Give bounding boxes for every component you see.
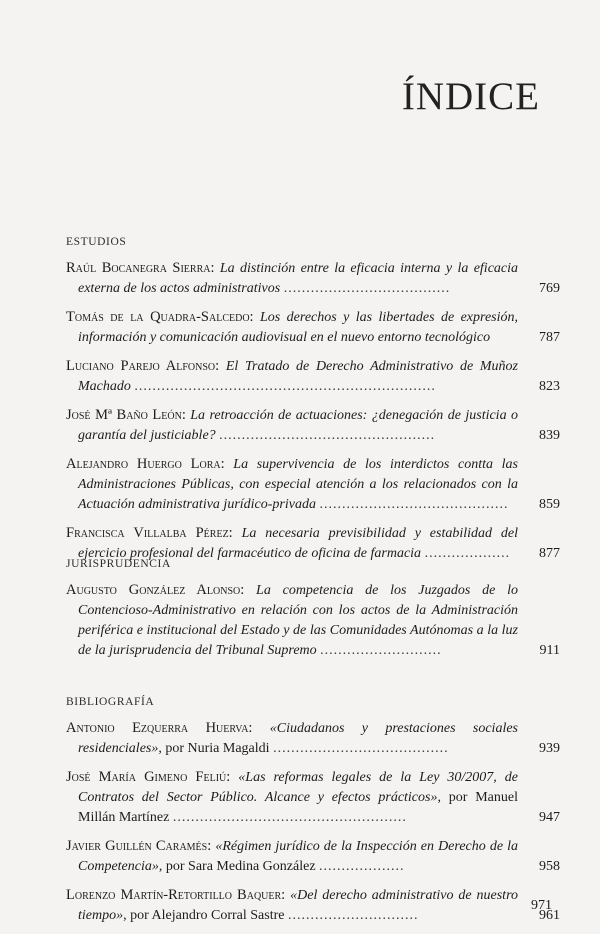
entry-author: Francisca Villalba Pérez: <box>66 525 233 541</box>
toc-entry <box>66 307 560 348</box>
entry-title: El Tratado de Derecho Administrativo de Muñoz Machado <box>78 359 518 394</box>
toc-entry: Francisca Villalba Pérez: La necesaria previsibilidad y estabilidad del ejercicio profesional del farmacéutico de oficina de farmacia ................... 877 <box>66 523 560 564</box>
page-title: ÍNDICE <box>401 75 540 118</box>
toc-entry: Javier Guillén Caramés: «Régimen jurídico de la Inspección en Derecho de la Competencia», por Sara Medina González ................... 958 <box>66 836 560 877</box>
section-bibliografia <box>66 696 560 934</box>
entry-title: La retroacción de actuaciones: ¿denegación de justicia o garantía del justiciable? <box>78 408 518 443</box>
entry-page: 961 <box>539 908 560 923</box>
entry-page: 859 <box>539 497 560 512</box>
toc-entry: Alejandro Huergo Lora: La supervivencia de los interdictos contta las Administraciones Públicas, con especial atención a los relacionados con la Actuación administrativa jurídico-privada .......................................... 859 <box>66 454 560 515</box>
section-heading: BIBLIOGRAFÍA <box>66 696 155 708</box>
entry-author: Luciano Parejo Alfonso: <box>66 358 220 374</box>
entry-author: José María Gimeno Feliú: <box>66 769 231 785</box>
toc-entry: Lorenzo Martín-Retortillo Baquer: «Del derecho administrativo de nuestro tiempo», por Alejandro Corral Sastre ............................. 961 <box>66 885 560 926</box>
entry-title: «Ciudadanos y prestaciones sociales residenciales» <box>78 721 518 756</box>
entry-title: La necesaria previsibilidad y estabilidad del ejercicio profesional del farmacéutico de oficina de farmacia <box>78 526 519 561</box>
entry-title: Los derechos y las libertades de expresión, información y comunicación audiovisual en el nuevo entorno tecnológico <box>78 310 519 345</box>
toc-entry: José María Gimeno Feliú: «Las reformas legales de la Ley 30/2007, de Contratos del Sector Público. Alcance y efectos prácticos», por Manuel Millán Martínez .................................................... 947 <box>66 767 560 828</box>
entry-page: 939 <box>539 741 560 756</box>
entry-page: 787 <box>539 330 560 345</box>
section-heading: ESTUDIOS <box>66 236 127 248</box>
entry-author: Lorenzo Martín-Retortillo Baquer: <box>66 887 286 903</box>
entry-author: Tomás de la Quadra-Salcedo: <box>66 309 254 325</box>
entry-author: Javier Guillén Caramés: <box>66 838 212 854</box>
entry-title: La supervivencia de los interdictos contta las Administraciones Públicas, con especial atención a los relacionados con la Actuación administrativa jurídico-privada <box>78 457 518 512</box>
toc-entry: Raúl Bocanegra Sierra: La distinción entre la eficacia interna y la eficacia externa de los actos administrativos ..................................... 769 <box>66 258 560 299</box>
entry-page: 958 <box>539 859 560 874</box>
toc-entry: José Mª Baño León: La retroacción de actuaciones: ¿denegación de justicia o garantía del justiciable? ................................................ 839 <box>66 405 560 446</box>
entry-author: Antonio Ezquerra Huerva: <box>66 720 253 736</box>
section-heading: JURISPRUDENCIA <box>66 558 171 570</box>
section-jurisprudencia <box>66 558 560 669</box>
entry-title: «Las reformas legales de la Ley 30/2007, de Contratos del Sector Público. Alcance y efectos prácticos» <box>78 770 518 805</box>
final-page-number: 971 <box>531 898 552 913</box>
toc-entry: Augusto González Alonso: La competencia de los Juzgados de lo Contencioso-Administrativo en relación con los actos de la Administración periférica e institucional del Estado y de las Comunidades Autónomas a la luz de la jurisprudencia del Tribunal Supremo ........................... 911 <box>66 580 560 661</box>
entry-page: 823 <box>539 379 560 394</box>
entry-title: La distinción entre la eficacia interna y la eficacia externa de los actos administrativos <box>78 261 519 296</box>
entry-page: 947 <box>539 810 560 825</box>
entry-page: 877 <box>539 546 560 561</box>
toc-entry: Antonio Ezquerra Huerva: «Ciudadanos y prestaciones sociales residenciales», por Nuria Magaldi ....................................... 939 <box>66 718 560 759</box>
entry-page: 839 <box>539 428 560 443</box>
entry-author: Alejandro Huergo Lora: <box>66 456 225 472</box>
entry-author: Raúl Bocanegra Sierra: <box>66 260 215 276</box>
toc-entry: Luciano Parejo Alfonso: El Tratado de Derecho Administrativo de Muñoz Machado ................................................................... 823 <box>66 356 560 397</box>
entry-page: 911 <box>539 643 560 658</box>
entry-page: 769 <box>539 281 560 296</box>
section-estudios <box>66 236 560 572</box>
entry-author: José Mª Baño León: <box>66 407 186 423</box>
entry-title: «Régimen jurídico de la Inspección en Derecho de la Competencia» <box>78 839 518 874</box>
entry-title: «Del derecho administrativo de nuestro tiempo» <box>78 888 518 923</box>
entry-title: La competencia de los Juzgados de lo Contencioso-Administrativo en relación con los actos de la Administración periférica e institucional del Estado y de las Comunidades Autónomas a la luz de la jurisprudencia del Tribunal Supremo <box>78 583 519 658</box>
entry-author: Augusto González Alonso: <box>66 582 245 598</box>
